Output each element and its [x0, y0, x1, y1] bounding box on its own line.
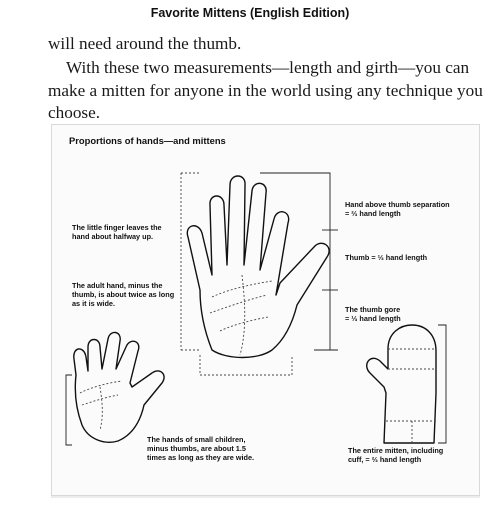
caption-thumb-gore: The thumb gore = ⅓ hand length	[345, 305, 401, 324]
adult-hand-outline	[187, 176, 329, 358]
caption-above-thumb: Hand above thumb separation = ⅔ hand length	[345, 200, 450, 219]
child-hand-outline	[74, 332, 164, 442]
hand-proportions-figure	[51, 124, 480, 496]
caption-entire-mitten: The entire mitten, including cuff, = ⅔ hand length	[348, 446, 444, 465]
body-text-line: With these two measurements—length and girth—you can	[66, 58, 470, 77]
caption-adult-hand: The adult hand, minus the thumb, is about twice as long as it is wide.	[72, 281, 175, 309]
book-title-header: Favorite Mittens (English Edition)	[150, 6, 350, 20]
figure-title: Proportions of hands—and mittens	[69, 135, 226, 146]
caption-thumb: Thumb = ⅓ hand length	[345, 253, 428, 262]
body-text-line: will need around the thumb.	[48, 34, 242, 53]
body-text-line: make a mitten for anyone in the world using any technique you	[48, 81, 483, 100]
caption-small-children: The hands of small children, minus thumbs, are about 1.5 times as long as they are wide.	[147, 435, 255, 463]
mitten-outline	[367, 325, 436, 443]
caption-little-finger: The little finger leaves the hand about halfway up.	[72, 223, 162, 242]
body-text-line: choose.	[48, 103, 101, 122]
